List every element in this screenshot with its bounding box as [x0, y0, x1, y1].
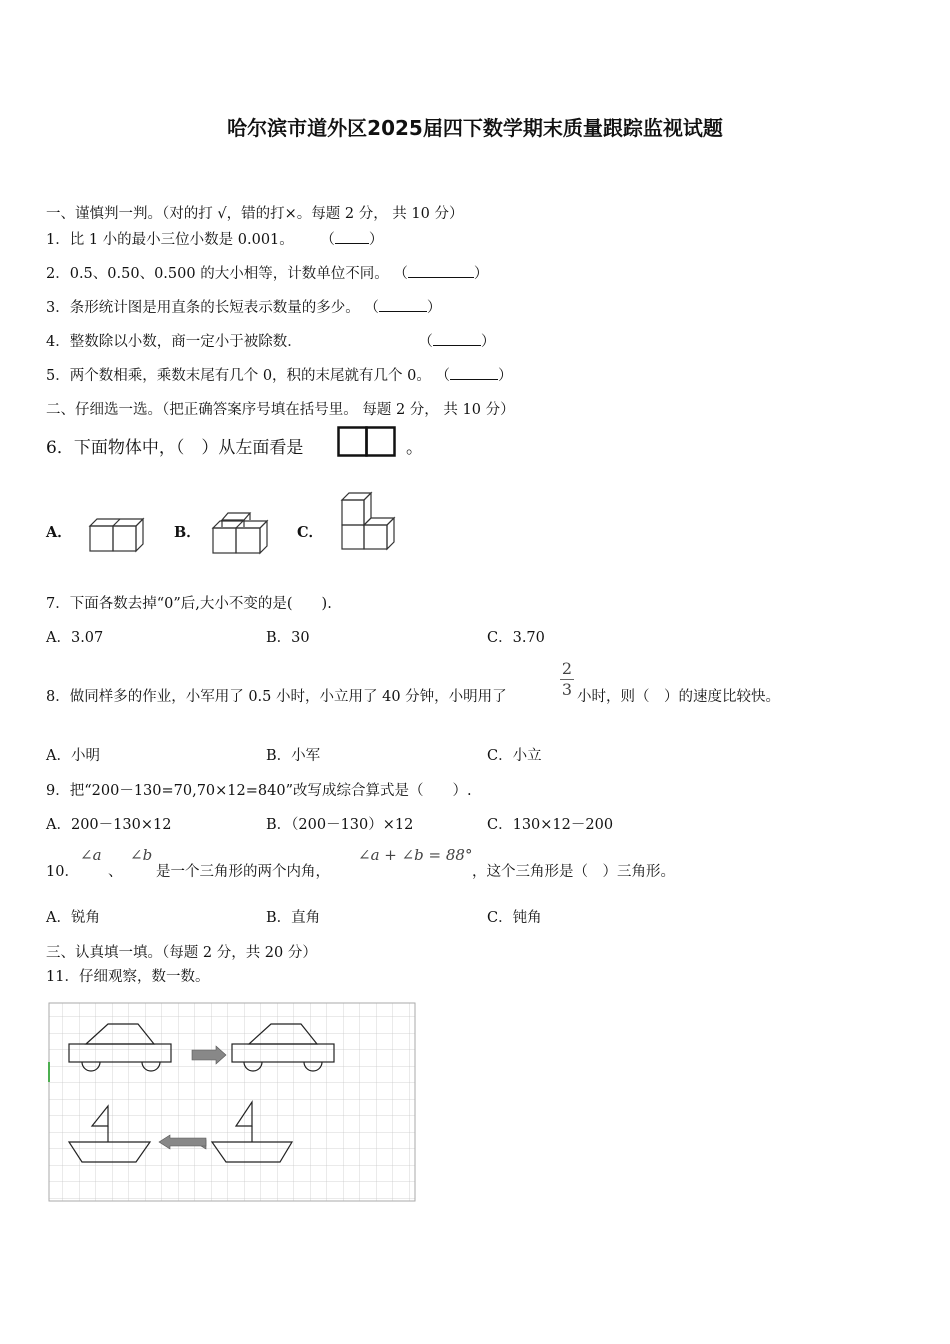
bracket-close: ）	[480, 334, 496, 350]
question-4	[46, 330, 495, 351]
answer-blank-1[interactable]	[335, 231, 369, 244]
fraction-denominator: 3	[561, 680, 573, 699]
q10-option-c[interactable]: C．钝角	[487, 910, 542, 926]
bracket-open: （	[393, 266, 408, 282]
bracket-close: ）	[368, 232, 384, 248]
question-6-suffix: 。	[406, 438, 423, 458]
question-2-text: 2．0.5、0.50、0.500 的大小相等，计数单位不同。	[46, 266, 389, 282]
question-8-tail: 小时，则（ ）的速度比较快。	[577, 689, 780, 705]
section1-heading: 一、谨慎判一判。（对的打 √，错的打×。每题 2 分， 共 10 分）	[46, 206, 464, 222]
q6-option-b[interactable]: B．	[174, 524, 201, 541]
cube-figure-a	[86, 514, 148, 556]
question-3-text: 3．条形统计图是用直条的长短表示数量的多少。	[46, 300, 360, 316]
q10-option-a[interactable]: A．锐角	[46, 910, 100, 926]
answer-blank-2[interactable]	[408, 265, 474, 278]
page-title: 哈尔滨市道外区2025届四下数学期末质量跟踪监视试题	[227, 116, 723, 140]
fraction-numerator: 2	[561, 659, 573, 678]
question-10-mid: 是一个三角形的两个内角，	[156, 864, 330, 880]
bracket-close: ）	[498, 368, 513, 384]
question-1	[46, 228, 383, 249]
question-9: 9．把“200－130=70,70×12=840”改写成综合算式是（ ）.	[46, 783, 472, 799]
question-1-text: 1．比 1 小的最小三位小数是 0.001。	[46, 232, 294, 248]
question-5	[46, 364, 513, 385]
bracket-close: ）	[426, 300, 442, 316]
angle-b: ∠b	[130, 846, 153, 864]
fraction-two-thirds	[560, 660, 574, 699]
question-6-text: 6．下面物体中，（ ）从左面看是	[46, 438, 304, 458]
question-11: 11．仔细观察，数一数。	[46, 969, 210, 985]
bracket-close: ）	[473, 266, 489, 282]
question-2	[46, 262, 488, 283]
q7-option-c[interactable]: C．3.70	[487, 630, 545, 646]
q8-option-a[interactable]: A．小明	[46, 748, 100, 764]
q9-option-c[interactable]: C．130×12－200	[487, 817, 614, 833]
bracket-open: （	[418, 334, 433, 350]
left-view-figure	[337, 426, 399, 458]
bracket-open: （	[364, 300, 379, 316]
question-3	[46, 296, 441, 317]
angle-separator: 、	[108, 864, 123, 880]
section3-heading: 三、认真填一填。（每题 2 分，共 20 分）	[46, 945, 317, 961]
answer-blank-4[interactable]	[433, 333, 481, 346]
bracket-open: （	[435, 368, 451, 384]
question-10-tail: ，这个三角形是（ ）三角形。	[472, 864, 675, 880]
question-8-text: 8．做同样多的作业，小军用了 0.5 小时，小立用了 40 分钟，小明用了	[46, 689, 507, 705]
section2-heading: 二、仔细选一选。（把正确答案序号填在括号里。 每题 2 分， 共 10 分）	[46, 402, 515, 418]
angle-a: ∠a	[80, 846, 102, 864]
bracket-open: （	[320, 232, 335, 248]
question-6	[46, 433, 303, 458]
q8-option-c[interactable]: C．小立	[487, 748, 542, 764]
answer-blank-5[interactable]	[450, 367, 498, 380]
q7-option-a[interactable]: A．3.07	[46, 630, 104, 646]
question-4-text: 4．整数除以小数，商一定小于被除数．	[46, 334, 302, 350]
answer-blank-3[interactable]	[379, 299, 427, 312]
q8-option-b[interactable]: B．小军	[266, 748, 321, 764]
question-7: 7．下面各数去掉“0”后,大小不变的是( ).	[46, 596, 332, 612]
q9-option-b[interactable]: B．（200－130）×12	[266, 817, 414, 833]
q6-option-a[interactable]: A．	[46, 524, 72, 541]
q6-option-c[interactable]: C．	[297, 524, 324, 541]
q10-option-b[interactable]: B．直角	[266, 910, 321, 926]
angle-sum-formula: ∠a + ∠b = 88°	[358, 846, 473, 864]
q9-option-a[interactable]: A．200－130×12	[46, 817, 172, 833]
grid-figure	[46, 1000, 418, 1204]
question-5-text: 5．两个数相乘，乘数末尾有几个 0，积的末尾就有几个 0。	[46, 368, 431, 384]
q7-option-b[interactable]: B．30	[266, 630, 310, 646]
cube-figure-c	[336, 488, 402, 554]
question-10-number: 10．	[46, 864, 79, 880]
cube-figure-b	[208, 510, 274, 560]
